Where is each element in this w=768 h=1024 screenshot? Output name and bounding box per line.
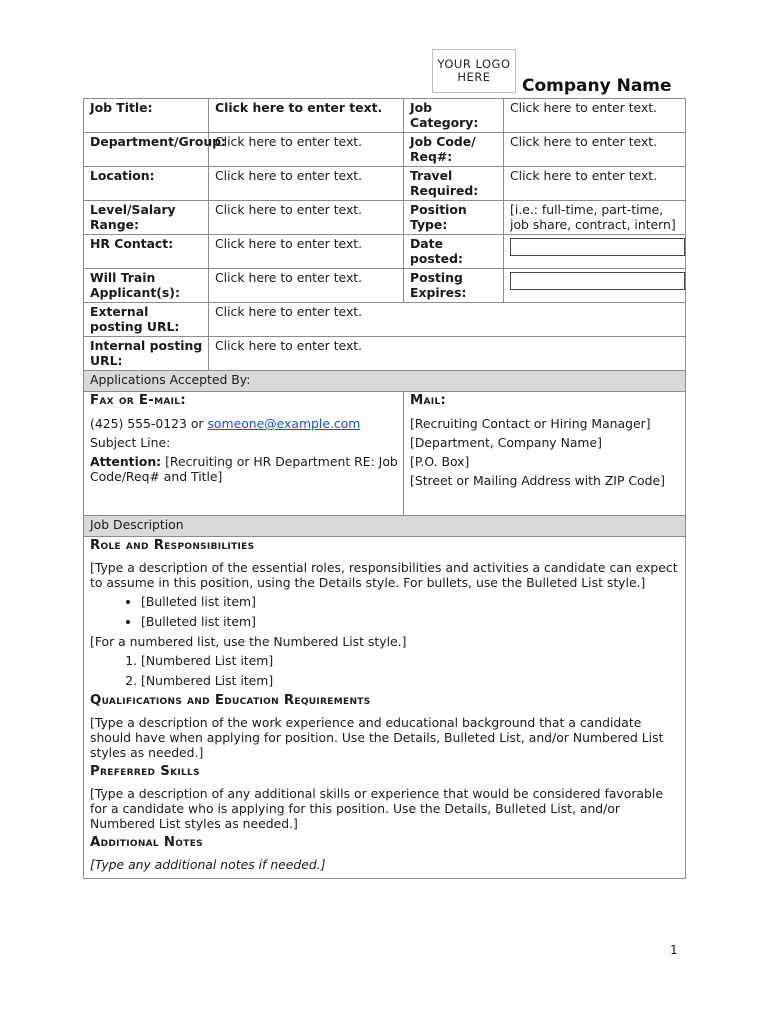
date-posted-label: Date posted:: [404, 235, 504, 269]
subject-line: Subject Line:: [90, 435, 171, 450]
date-posted-input[interactable]: [510, 238, 685, 256]
notes-heading: Additional Notes: [90, 835, 203, 850]
job-description-header: Job Description: [84, 516, 686, 537]
skills-text: [Type a description of any additional skills or experience that would be considered favorable for a candidate who is applying for this position. Use the Details, Bulleted List, and/or Numbered List styles as needed.]: [90, 786, 663, 831]
job-title-label: Job Title:: [84, 99, 209, 133]
posting-expires-label: Posting Expires:: [404, 269, 504, 303]
level-salary-field[interactable]: Click here to enter text.: [209, 201, 404, 235]
applications-header: Applications Accepted By:: [84, 371, 686, 392]
role-text: [Type a description of the essential roles, responsibilities and activities a candidate can expect to assume in this position, using the Details style. For bullets, use the Bulleted List style.]: [90, 560, 678, 590]
job-code-field[interactable]: Click here to enter text.: [504, 133, 686, 167]
hr-contact-field[interactable]: Click here to enter text.: [209, 235, 404, 269]
internal-url-field[interactable]: Click here to enter text.: [209, 337, 686, 371]
level-salary-label: Level/Salary Range:: [84, 201, 209, 235]
travel-label: Travel Required:: [404, 167, 504, 201]
mail-line: [Recruiting Contact or Hiring Manager]: [410, 416, 651, 431]
travel-field[interactable]: Click here to enter text.: [504, 167, 686, 201]
attention-label: Attention:: [90, 454, 162, 469]
role-heading: Role and Responsibilities: [90, 538, 255, 553]
numbered-list: [90, 653, 680, 688]
location-field[interactable]: Click here to enter text.: [209, 167, 404, 201]
email-link[interactable]: someone@example.com: [207, 416, 361, 431]
hr-contact-label: HR Contact:: [84, 235, 209, 269]
mail-line: [P.O. Box]: [410, 454, 470, 469]
job-category-field[interactable]: Click here to enter text.: [504, 99, 686, 133]
phone-text: (425) 555-0123 or: [90, 416, 208, 431]
will-train-field[interactable]: Click here to enter text.: [209, 269, 404, 303]
mail-heading: Mail:: [410, 393, 447, 408]
qualifications-text: [Type a description of the work experience and educational background that a candidate should have when applying for position. Use the Details, Bulleted List, and/or Numbered List styles as needed.]: [90, 715, 664, 760]
attention-line: [90, 454, 398, 484]
company-name: Company Name: [522, 76, 672, 96]
position-type-field[interactable]: [i.e.: full-time, part-time, job share, contract, intern]: [504, 201, 686, 235]
page-number: 1: [670, 943, 678, 957]
numbered-intro: [For a numbered list, use the Numbered List style.]: [90, 634, 407, 649]
list-item: 1. [Numbered List item]: [141, 653, 680, 668]
job-title-field[interactable]: Click here to enter text.: [209, 99, 404, 133]
location-label: Location:: [84, 167, 209, 201]
notes-text: [Type any additional notes if needed.]: [90, 857, 326, 872]
attention-value: [Recruiting or HR Department RE: Job Code/Req# and Title]: [90, 454, 398, 484]
mail-line: [Department, Company Name]: [410, 435, 602, 450]
logo-placeholder: YOUR LOGO HERE: [432, 49, 516, 93]
position-type-label: Position Type:: [404, 201, 504, 235]
will-train-label: Will Train Applicant(s):: [84, 269, 209, 303]
fax-email-heading: Fax or E-mail:: [90, 393, 186, 408]
department-label: Department/Group:: [84, 133, 209, 167]
posting-expires-input[interactable]: [510, 272, 685, 290]
job-description-body: [84, 537, 686, 879]
list-item: • [Bulleted list item]: [141, 614, 680, 629]
mail-cell: [404, 392, 686, 516]
list-item: 2. [Numbered List item]: [141, 673, 680, 688]
posting-expires-cell: [504, 269, 686, 303]
list-item: • [Bulleted list item]: [141, 594, 680, 609]
job-posting-form: [83, 98, 686, 879]
skills-heading: Preferred Skills: [90, 764, 200, 779]
qualifications-heading: Qualifications and Education Requirements: [90, 693, 371, 708]
fax-email-cell: [84, 392, 404, 516]
external-url-field[interactable]: Click here to enter text.: [209, 303, 686, 337]
department-field[interactable]: Click here to enter text.: [209, 133, 404, 167]
external-url-label: External posting URL:: [84, 303, 209, 337]
bulleted-list: [90, 594, 680, 629]
job-code-label: Job Code/ Req#:: [404, 133, 504, 167]
date-posted-cell: [504, 235, 686, 269]
job-category-label: Job Category:: [404, 99, 504, 133]
internal-url-label: Internal posting URL:: [84, 337, 209, 371]
phone-email-line: [90, 416, 398, 431]
mail-line: [Street or Mailing Address with ZIP Code]: [410, 473, 665, 488]
